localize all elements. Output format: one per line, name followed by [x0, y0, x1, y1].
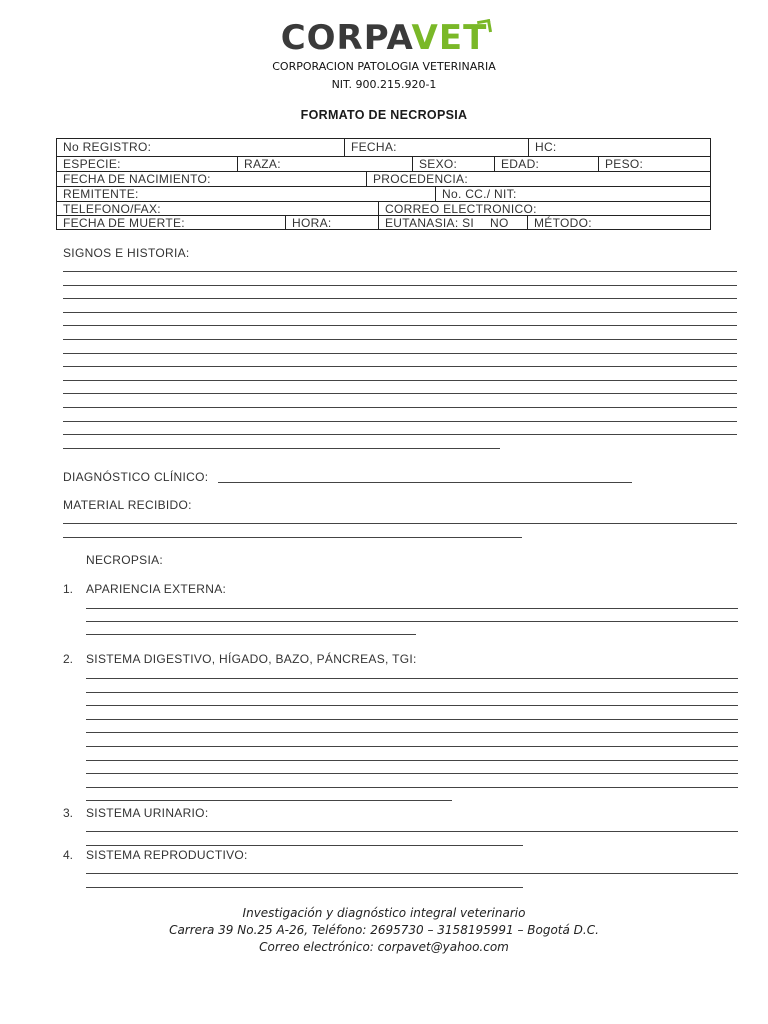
writing-line[interactable] — [63, 285, 737, 286]
edad-field[interactable]: EDAD: — [494, 157, 598, 171]
writing-line[interactable] — [63, 366, 737, 367]
sistema-reproductivo-label: SISTEMA REPRODUCTIVO: — [86, 848, 248, 862]
writing-line[interactable] — [63, 421, 737, 422]
writing-line[interactable] — [86, 608, 738, 609]
no-registro-field[interactable]: No REGISTRO: — [63, 140, 152, 154]
reg-row-6 — [57, 216, 710, 230]
leaf-icon — [477, 19, 492, 34]
item-3-number: 3. — [63, 806, 74, 820]
logo-text-vet: VET — [411, 18, 488, 58]
sexo-field[interactable]: SEXO: — [412, 157, 494, 171]
diagnostico-clinico-label: DIAGNÓSTICO CLÍNICO: — [63, 470, 209, 484]
writing-line[interactable] — [63, 407, 737, 408]
eutanasia-field[interactable] — [378, 216, 509, 230]
writing-line[interactable] — [86, 621, 738, 622]
writing-line[interactable] — [63, 393, 737, 394]
correo-electronico-field[interactable]: CORREO ELECTRONICO: — [378, 202, 710, 215]
writing-line[interactable] — [63, 434, 737, 435]
writing-line[interactable] — [86, 634, 416, 635]
footer-address: Carrera 39 No.25 A-26, Teléfono: 2695730 – 3158195991 – Bogotá D.C. — [169, 923, 599, 937]
eutanasia-si-label: EUTANASIA: SI — [385, 216, 475, 230]
footer-tagline: Investigación y diagnóstico integral veterinario — [242, 906, 526, 920]
writing-line[interactable] — [86, 719, 738, 720]
writing-line[interactable] — [63, 312, 737, 313]
writing-line[interactable] — [86, 705, 738, 706]
writing-line[interactable] — [63, 271, 737, 272]
writing-line[interactable] — [86, 678, 738, 679]
diagnostico-clinico-line[interactable] — [218, 482, 632, 483]
writing-line[interactable] — [63, 298, 737, 299]
writing-line[interactable] — [86, 760, 738, 761]
logo-text-corpa: CORPA — [280, 18, 412, 58]
writing-line[interactable] — [63, 325, 737, 326]
form-title: FORMATO DE NECROPSIA — [300, 108, 468, 122]
writing-line[interactable] — [86, 732, 738, 733]
writing-line[interactable] — [86, 831, 738, 832]
organization-name: CORPORACION PATOLOGIA VETERINARIA — [272, 60, 496, 73]
footer-email: Correo electrónico: corpavet@yahoo.com — [259, 940, 509, 954]
organization-nit: NIT. 900.215.920-1 — [331, 78, 437, 91]
remitente-field[interactable]: REMITENTE: — [63, 187, 139, 201]
signos-historia-label: SIGNOS E HISTORIA: — [63, 246, 190, 260]
writing-line[interactable] — [86, 845, 523, 846]
eutanasia-no-label: NO — [490, 216, 509, 230]
fecha-field[interactable]: FECHA: — [344, 139, 528, 156]
procedencia-field[interactable]: PROCEDENCIA: — [366, 172, 710, 186]
writing-line[interactable] — [86, 800, 452, 801]
hora-field[interactable]: HORA: — [285, 216, 378, 230]
writing-line[interactable] — [86, 692, 738, 693]
sistema-digestivo-label: SISTEMA DIGESTIVO, HÍGADO, BAZO, PÁNCREAS, TGI: — [86, 652, 417, 666]
registration-table — [56, 138, 711, 230]
item-2-number: 2. — [63, 652, 74, 666]
sistema-urinario-label: SISTEMA URINARIO: — [86, 806, 209, 820]
hc-field[interactable]: HC: — [528, 139, 710, 156]
fecha-muerte-field[interactable]: FECHA DE MUERTE: — [63, 216, 185, 230]
writing-line[interactable] — [86, 746, 738, 747]
writing-line[interactable] — [86, 887, 523, 888]
apariencia-externa-label: APARIENCIA EXTERNA: — [86, 582, 227, 596]
reg-row-2 — [57, 157, 710, 172]
corpavet-logo — [0, 18, 768, 58]
material-recibido-label: MATERIAL RECIBIDO: — [63, 498, 192, 512]
writing-line[interactable] — [63, 448, 500, 449]
telefono-fax-field[interactable]: TELEFONO/FAX: — [63, 202, 161, 216]
item-1-number: 1. — [63, 582, 74, 596]
writing-line[interactable] — [63, 380, 737, 381]
metodo-field[interactable]: MÉTODO: — [527, 216, 710, 230]
reg-row-3 — [57, 172, 710, 187]
writing-line[interactable] — [63, 523, 737, 524]
writing-line[interactable] — [86, 787, 738, 788]
necropsia-heading: NECROPSIA: — [86, 553, 164, 567]
writing-line[interactable] — [63, 339, 737, 340]
writing-line[interactable] — [86, 773, 738, 774]
reg-row-4 — [57, 187, 710, 202]
writing-line[interactable] — [63, 537, 522, 538]
writing-line[interactable] — [63, 353, 737, 354]
cc-nit-field[interactable]: No. CC./ NIT: — [435, 187, 710, 201]
item-4-number: 4. — [63, 848, 74, 862]
writing-line[interactable] — [86, 873, 738, 874]
reg-row-5 — [57, 202, 710, 216]
fecha-nacimiento-field[interactable]: FECHA DE NACIMIENTO: — [63, 172, 211, 186]
peso-field[interactable]: PESO: — [598, 157, 710, 171]
raza-field[interactable]: RAZA: — [237, 157, 412, 171]
reg-row-1 — [57, 139, 710, 157]
especie-field[interactable]: ESPECIE: — [63, 157, 121, 171]
